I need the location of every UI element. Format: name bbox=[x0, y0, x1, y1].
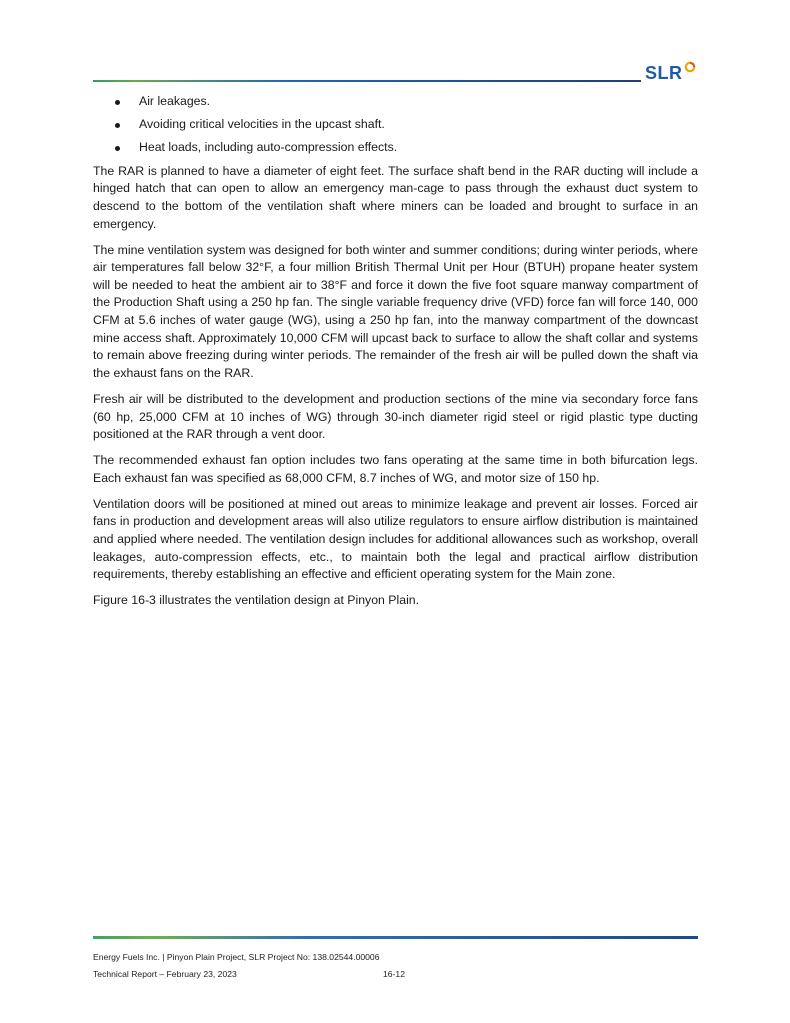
paragraph-rar: The RAR is planned to have a diameter of eight feet. The surface shaft bend in the RAR ducting will include a hinged hatch that can open to allow an emergency man-cage to pass through the exhaust duct system to descend to the bottom of the ventilation shaft where miners can be loaded and brought to surface in an emergency. bbox=[93, 163, 698, 231]
paragraph-figure-reference: Figure 16-3 illustrates the ventilation design at Pinyon Plain. bbox=[93, 593, 420, 608]
logo-swirl-icon bbox=[684, 61, 696, 73]
logo-text: SLR bbox=[645, 63, 683, 83]
page-number: 16-12 bbox=[383, 969, 405, 979]
slr-logo bbox=[645, 62, 696, 86]
document-body bbox=[93, 93, 698, 618]
bullet-list bbox=[93, 93, 698, 157]
footer-rule bbox=[93, 936, 698, 939]
bullet-item: Air leakages. bbox=[93, 93, 698, 111]
paragraph-ventilation-system: The mine ventilation system was designed for both winter and summer conditions; during winter periods, where air temperatures fall below 32°F, a four million British Thermal Unit per Hour (BTUH) propane heater system will be needed to heat the ambient air to 38°F and force it down the five foot square manway compartment of the Production Shaft using a 250 hp fan. The single variable frequency drive (VFD) force fan will force 140, 000 CFM at 5.6 inches of water gauge (WG), using a 250 hp fan, into the manway compartment of the downcast mine access shaft. Approximately 10,000 CFM will upcast back to surface to allow the shaft collar and systems to remain above freezing during winter periods. The remainder of the fresh air will be pulled down the shaft via the exhaust fans on the RAR. bbox=[93, 242, 698, 380]
header-rule bbox=[93, 80, 641, 82]
paragraph-fresh-air: Fresh air will be distributed to the development and production sections of the mine via secondary force fans (60 hp, 25,000 CFM at 10 inches of WG) through 30-inch diameter rigid steel or rigid plastic type ducting positioned at the RAR through a vent door. bbox=[93, 391, 698, 442]
footer-project-line: Energy Fuels Inc. | Pinyon Plain Project, SLR Project No: 138.02544.00006 bbox=[93, 952, 380, 962]
paragraph-ventilation-doors: Ventilation doors will be positioned at mined out areas to minimize leakage and prevent air losses. Forced air fans in production and development areas will also utilize regulators to ensure airflow distribution is maintained and applied where needed. The ventilation design includes for additional allowances such as workshop, overall leakages, auto-compression effects, etc., to maintain both the legal and practical airflow distribution requirements, thereby establishing an effective and efficient operating system for the Main zone. bbox=[93, 496, 698, 582]
bullet-item: Heat loads, including auto-compression effects. bbox=[93, 139, 698, 157]
bullet-dot bbox=[115, 100, 120, 105]
bullet-item: Avoiding critical velocities in the upcast shaft. bbox=[93, 116, 698, 134]
footer-report-date: Technical Report – February 23, 2023 bbox=[93, 969, 237, 979]
page-footer bbox=[93, 949, 698, 983]
paragraph-exhaust-fan: The recommended exhaust fan option includes two fans operating at the same time in both bifurcation legs. Each exhaust fan was specified as 68,000 CFM, 8.7 inches of WG, and motor size of 150 hp. bbox=[93, 453, 698, 485]
